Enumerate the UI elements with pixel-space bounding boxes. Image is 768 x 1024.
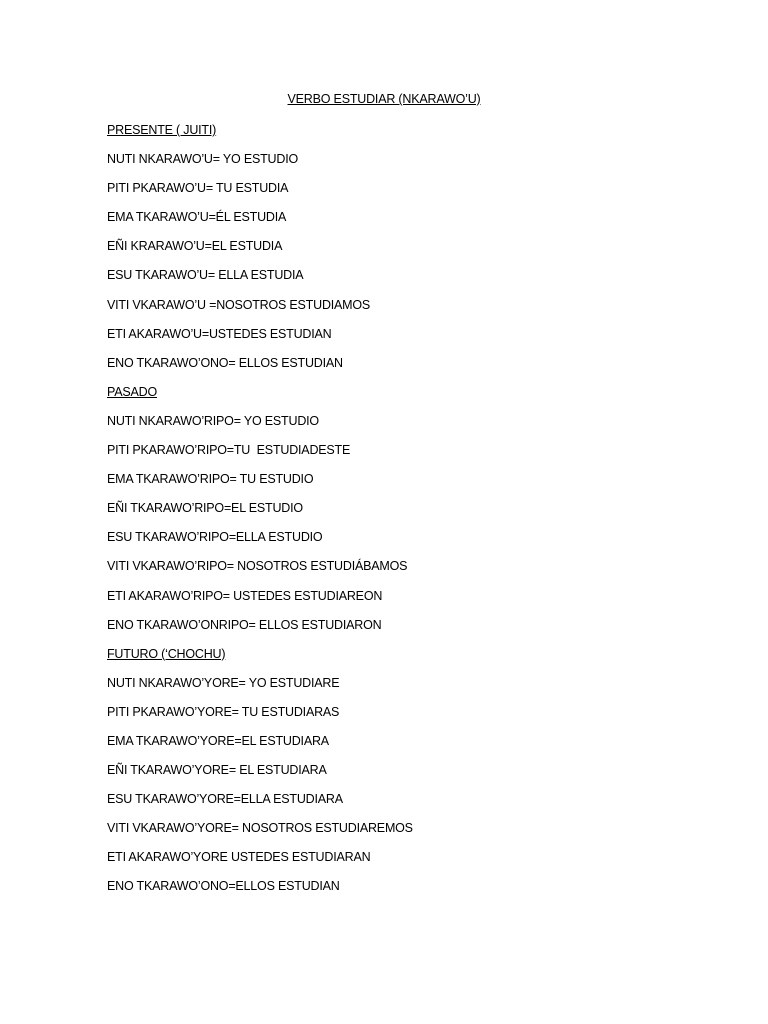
section-heading-presente: PRESENTE ( JUITI): [107, 123, 217, 137]
conjugation-line: VITI VKARAWO’U =NOSOTROS ESTUDIAMOS: [107, 297, 371, 312]
conjugation-line: NUTI NKARAWO’YORE= YO ESTUDIARE: [107, 675, 340, 690]
document-body: [107, 121, 413, 907]
conjugation-line: ESU TKARAWO’YORE=ELLA ESTUDIARA: [107, 792, 343, 807]
conjugation-line: ESU TKARAWO’U= ELLA ESTUDIA: [107, 268, 304, 283]
conjugation-line: EMA TKARAWO’U=ÉL ESTUDIA: [107, 210, 287, 225]
section-heading-pasado: PASADO: [107, 384, 157, 399]
section-heading-futuro: FUTURO (‘CHOCHU): [107, 646, 226, 661]
conjugation-line: EMA TKARAWO’YORE=EL ESTUDIARA: [107, 733, 329, 748]
conjugation-line: ETI AKARAWO’U=USTEDES ESTUDIAN: [107, 326, 332, 341]
page-title: VERBO ESTUDIAR (NKARAWO’U): [287, 92, 481, 106]
conjugation-line: VITI VKARAWO’RIPO= NOSOTROS ESTUDIÁBAMOS: [107, 559, 408, 574]
conjugation-line: VITI VKARAWO’YORE= NOSOTROS ESTUDIAREMOS: [107, 821, 413, 836]
conjugation-line: PITI PKARAWO’U= TU ESTUDIA: [107, 181, 289, 196]
conjugation-line: ETI AKARAWO’RIPO= USTEDES ESTUDIAREON: [107, 588, 383, 603]
conjugation-line: NUTI NKARAWO’U= YO ESTUDIO: [107, 152, 299, 167]
conjugation-line: NUTI NKARAWO’RIPO= YO ESTUDIO: [107, 413, 319, 428]
conjugation-line: PITI PKARAWO’YORE= TU ESTUDIARAS: [107, 704, 340, 719]
conjugation-line: ENO TKARAWO’ONRIPO= ELLOS ESTUDIARON: [107, 617, 382, 632]
conjugation-line: ENO TKARAWO’ONO=ELLOS ESTUDIAN: [107, 879, 340, 894]
conjugation-line: PITI PKARAWO’RIPO=TU ESTUDIADESTE: [107, 443, 351, 458]
conjugation-line: EÑI KRARAWO’U=EL ESTUDIA: [107, 239, 283, 254]
conjugation-line: EÑI TKARAWO’RIPO=EL ESTUDIO: [107, 501, 303, 516]
conjugation-line: ESU TKARAWO’RIPO=ELLA ESTUDIO: [107, 530, 323, 545]
conjugation-line: EMA TKARAWO’RIPO= TU ESTUDIO: [107, 472, 314, 487]
conjugation-line: ENO TKARAWO’ONO= ELLOS ESTUDIAN: [107, 355, 343, 370]
conjugation-line: ETI AKARAWO’YORE USTEDES ESTUDIARAN: [107, 850, 371, 865]
conjugation-line: EÑI TKARAWO’YORE= EL ESTUDIARA: [107, 763, 327, 778]
